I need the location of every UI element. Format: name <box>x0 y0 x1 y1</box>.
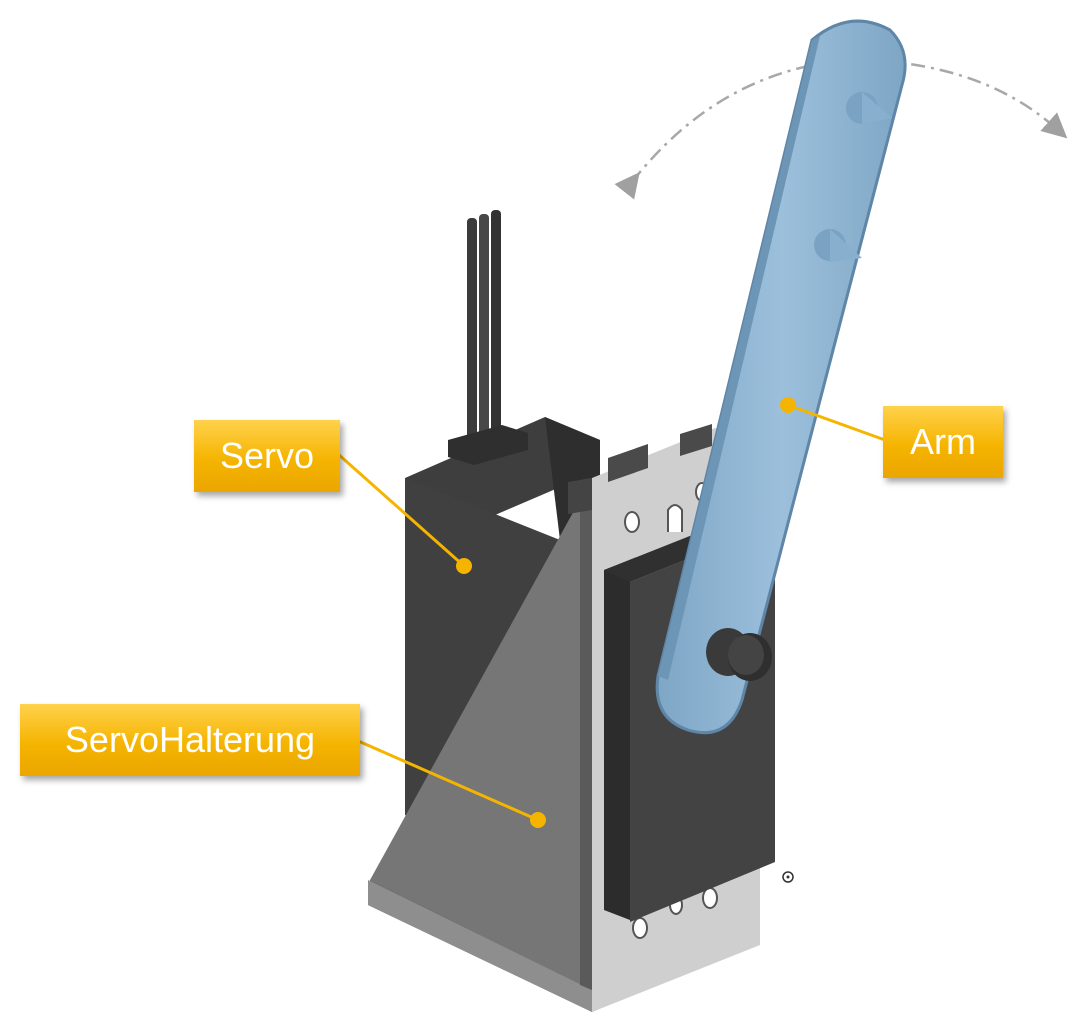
leader-dot-halterung <box>530 812 546 828</box>
bracket-hole <box>633 918 647 938</box>
servo-mount-side <box>604 560 630 920</box>
bracket-plate-edge <box>568 478 592 514</box>
bracket-slot <box>668 505 682 532</box>
label-servo-halterung: ServoHalterung <box>20 704 360 776</box>
bracket-gusset-edge <box>580 478 592 990</box>
leader-dot-servo <box>456 558 472 574</box>
arm-body <box>657 21 905 733</box>
origin-marker-dot <box>787 876 790 879</box>
leader-dot-arm <box>780 397 796 413</box>
bracket-hole <box>625 512 639 532</box>
label-servo: Servo <box>194 420 340 492</box>
bracket-hole <box>703 888 717 908</box>
label-arm: Arm <box>883 406 1003 478</box>
servo-cable-1 <box>467 218 477 440</box>
servo-cable-3 <box>491 210 501 440</box>
servo-cable-2 <box>479 214 489 440</box>
